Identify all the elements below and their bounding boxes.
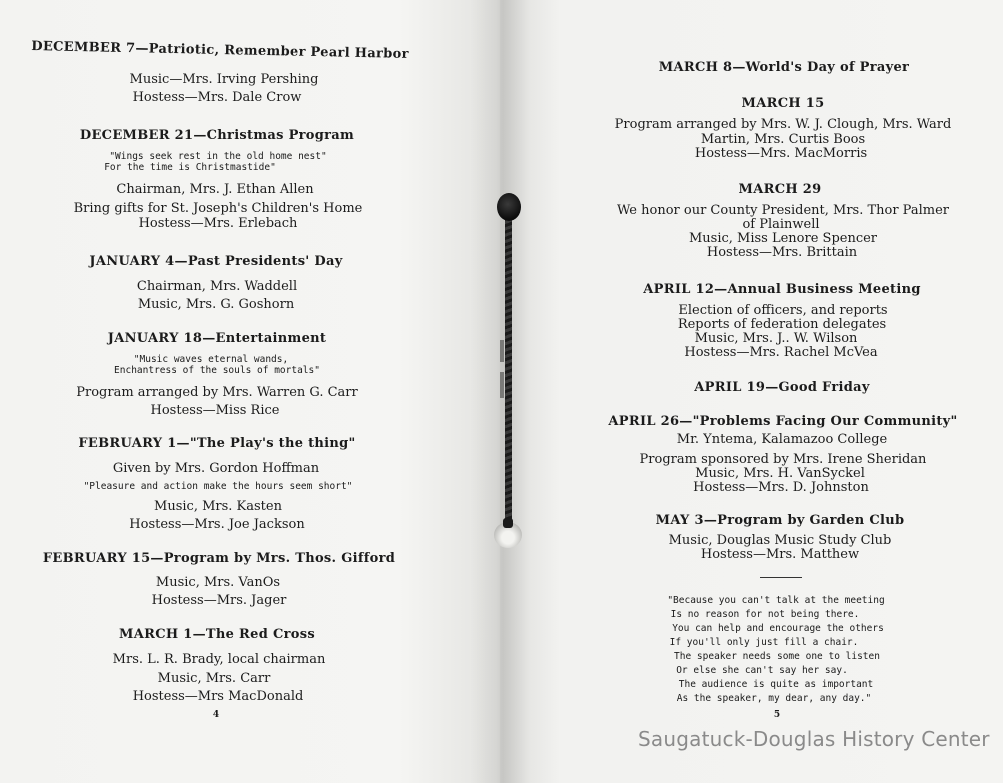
poem-line: "Because you can't talk at the meeting [667, 595, 885, 606]
poem-line: Or else she can't say her say. [676, 665, 848, 676]
event-heading: MARCH 1—The Red Cross [119, 627, 315, 642]
event-detail: Hostess—Mrs. Brittain [706, 245, 858, 260]
event-quote: Enchantress of the souls of mortals" [114, 365, 320, 376]
event-detail: Hostess—Mrs. Erlebach [138, 216, 298, 231]
page-number: 5 [773, 710, 781, 720]
event-quote: "Music waves eternal wands, [133, 354, 289, 365]
event-detail: Music, Mrs. H. VanSyckel [695, 466, 865, 481]
event-detail: Program arranged by Mrs. W. J. Clough, Mrs. Ward [614, 117, 952, 132]
event-heading: JANUARY 18—Entertainment [107, 331, 327, 346]
event-heading: JANUARY 4—Past Presidents' Day [89, 254, 343, 269]
event-detail: Hostess—Mrs. Dale Crow [132, 90, 302, 105]
event-detail: of Plainwell [742, 217, 820, 232]
event-detail: Bring gifts for St. Joseph's Children's Home [73, 201, 363, 216]
event-heading: DECEMBER 7—Patriotic, Remember Pearl Harbor [31, 39, 409, 62]
poem-line: You can help and encourage the others [672, 623, 884, 634]
event-heading: APRIL 19—Good Friday [694, 380, 870, 395]
event-heading: MAY 3—Program by Garden Club [655, 513, 905, 528]
page-number: 4 [212, 710, 220, 720]
event-heading: DECEMBER 21—Christmas Program [79, 128, 355, 143]
event-detail: Reports of federation delegates [677, 317, 887, 332]
event-detail: Hostess—Mrs. Jager [151, 593, 287, 608]
event-detail: Music, Mrs. VanOs [155, 575, 281, 590]
event-detail: Chairman, Mrs. Waddell [136, 279, 298, 294]
event-detail: Hostess—Mrs. Joe Jackson [129, 517, 305, 532]
event-detail: Music, Mrs. J.. W. Wilson [694, 331, 858, 346]
event-heading: MARCH 29 [738, 182, 822, 197]
cord-knot-top [497, 193, 521, 221]
event-detail: Music, Mrs. Kasten [154, 499, 282, 514]
event-detail: We honor our County President, Mrs. Thor Palmer [617, 203, 949, 218]
staple-bottom [500, 372, 504, 398]
cord-knot-bottom [494, 522, 522, 548]
event-detail: Music, Miss Lenore Spencer [688, 231, 878, 246]
event-heading: APRIL 12—Annual Business Meeting [643, 282, 921, 297]
event-heading: APRIL 26—"Problems Facing Our Community" [608, 414, 958, 429]
event-detail: Program arranged by Mrs. Warren G. Carr [76, 385, 358, 400]
event-detail: Program sponsored by Mrs. Irene Sheridan [639, 452, 927, 467]
event-quote: "Wings seek rest in the old home nest" [109, 151, 327, 162]
event-detail: Music—Mrs. Irving Pershing [129, 72, 319, 87]
event-detail: Election of officers, and reports [678, 303, 888, 318]
poem-line: As the speaker, my dear, any day." [676, 693, 872, 704]
event-detail: Chairman, Mrs. J. Ethan Allen [116, 182, 314, 197]
poem-line: The speaker needs some one to listen [674, 651, 880, 662]
event-quote: For the time is Christmastide" [104, 162, 276, 173]
section-divider [760, 577, 802, 578]
event-quote: "Pleasure and action make the hours seem short" [83, 481, 353, 492]
event-heading: MARCH 15 [741, 96, 825, 111]
event-detail: Hostess—Mrs. Rachel McVea [684, 345, 878, 360]
event-detail: Hostess—Miss Rice [150, 403, 280, 418]
event-detail: Given by Mrs. Gordon Hoffman [112, 461, 320, 476]
event-detail: Music, Mrs. G. Goshorn [137, 297, 295, 312]
event-heading: FEBRUARY 1—"The Play's the thing" [78, 436, 356, 451]
staple-top [500, 340, 504, 362]
event-detail: Mrs. L. R. Brady, local chairman [112, 652, 326, 667]
event-detail: Hostess—Mrs. D. Johnston [693, 480, 869, 495]
event-heading: FEBRUARY 15—Program by Mrs. Thos. Gifford [42, 551, 396, 566]
watermark-text: Saugatuck-Douglas History Center [638, 727, 990, 751]
event-detail: Martin, Mrs. Curtis Boos [700, 132, 866, 147]
event-detail: Hostess—Mrs. MacMorris [694, 146, 868, 161]
event-detail: Hostess—Mrs MacDonald [132, 689, 304, 704]
event-detail: Mr. Yntema, Kalamazoo College [676, 432, 888, 447]
binding-cord [505, 205, 512, 527]
poem-line: The audience is quite as important [678, 679, 874, 690]
poem-line: Is no reason for not being there. [670, 609, 860, 620]
event-detail: Hostess—Mrs. Matthew [700, 547, 860, 562]
event-detail: Music, Mrs. Carr [157, 671, 271, 686]
poem-line: If you'll only just fill a chair. [669, 637, 859, 648]
event-heading: MARCH 8—World's Day of Prayer [658, 60, 910, 75]
event-detail: Music, Douglas Music Study Club [668, 533, 892, 548]
